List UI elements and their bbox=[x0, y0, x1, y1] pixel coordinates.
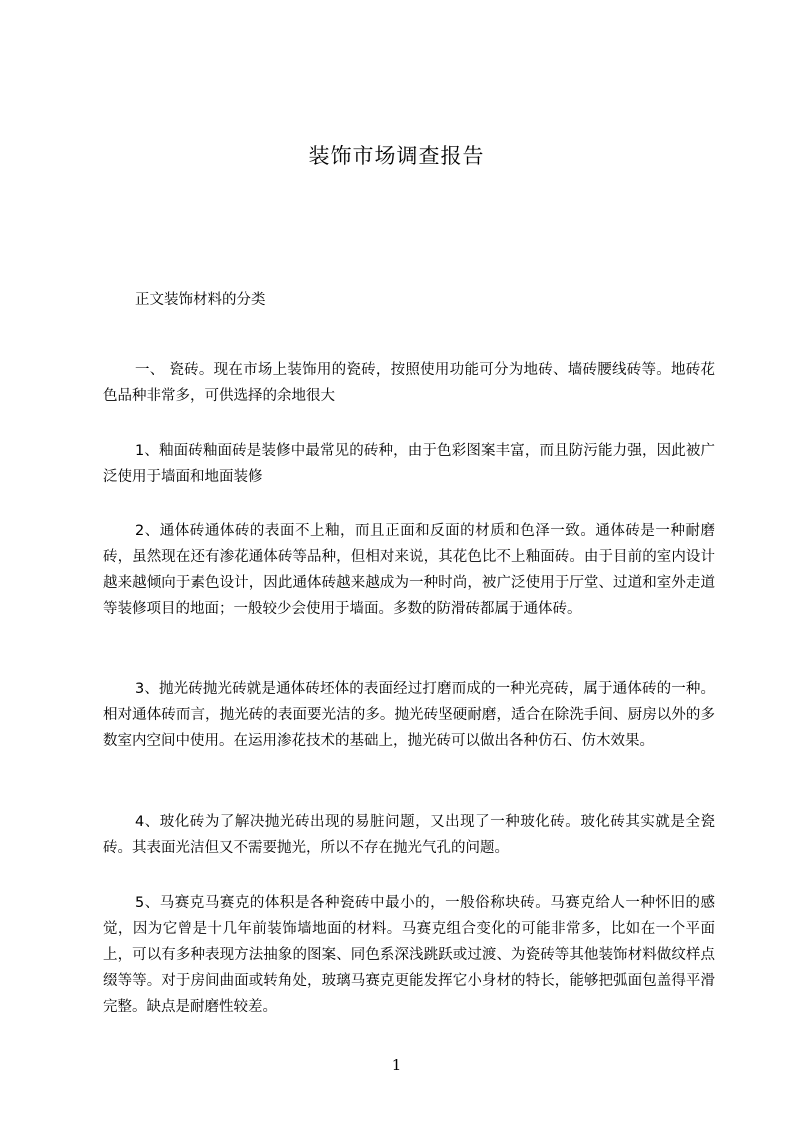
section-heading: 正文装饰材料的分类 bbox=[135, 292, 266, 308]
page-number: 1 bbox=[391, 1056, 402, 1074]
paragraph-vitrified-tiles: 4、玻化砖为了解决抛光砖出现的易脏问题，又出现了一种玻化砖。玻化砖其实就是全瓷砖。其表面光洁但又不需要抛光，所以不存在抛光气孔的问题。 bbox=[103, 813, 715, 856]
paragraph-full-body-tiles: 2、通体砖通体砖的表面不上釉，而且正面和反面的材质和色泽一致。通体砖是一种耐磨砖，虽然现在还有渗花通体砖等品种，但相对来说，其花色比不上釉面砖。由于目前的室内设计越来越倾向于素色设计，因此通体砖越来越成为一种时尚，被广泛使用于厅堂、过道和室外走道等装修项目的地面；一般较少会使用于墙面。多数的防滑砖都属于通体砖。 bbox=[103, 522, 715, 617]
page-title: 装饰市场调查报告 bbox=[308, 144, 485, 168]
paragraph-glazed-tiles: 1、釉面砖釉面砖是装修中最常见的砖种，由于色彩图案丰富，而且防污能力强，因此被广泛使用于墙面和地面装修 bbox=[103, 442, 715, 485]
paragraph-polished-tiles: 3、抛光砖抛光砖就是通体砖坯体的表面经过打磨而成的一种光亮砖，属于通体砖的一种。相对通体砖而言，抛光砖的表面要光洁的多。抛光砖坚硬耐磨，适合在除洗手间、厨房以外的多数室内空间中使用。在运用渗花技术的基础上，抛光砖可以做出各种仿石、仿木效果。 bbox=[103, 680, 715, 749]
paragraph-mosaic-tiles: 5、马赛克马赛克的体积是各种瓷砖中最小的，一般俗称块砖。马赛克给人一种怀旧的感觉，因为它曾是十几年前装饰墙地面的材料。马赛克组合变化的可能非常多，比如在一个平面上，可以有多种表现方法抽象的图案、同色系深浅跳跃或过渡、为瓷砖等其他装饰材料做纹样点缀等等。对于房间曲面或转角处，玻璃马赛克更能发挥它小身材的特长，能够把弧面包盖得平滑完整。缺点是耐磨性较差。 bbox=[103, 894, 715, 1015]
paragraph-ceramic-tiles: 一、 瓷砖。现在市场上装饰用的瓷砖，按照使用功能可分为地砖、墙砖腰线砖等。地砖花色品种非常多，可供选择的余地很大 bbox=[103, 361, 715, 404]
